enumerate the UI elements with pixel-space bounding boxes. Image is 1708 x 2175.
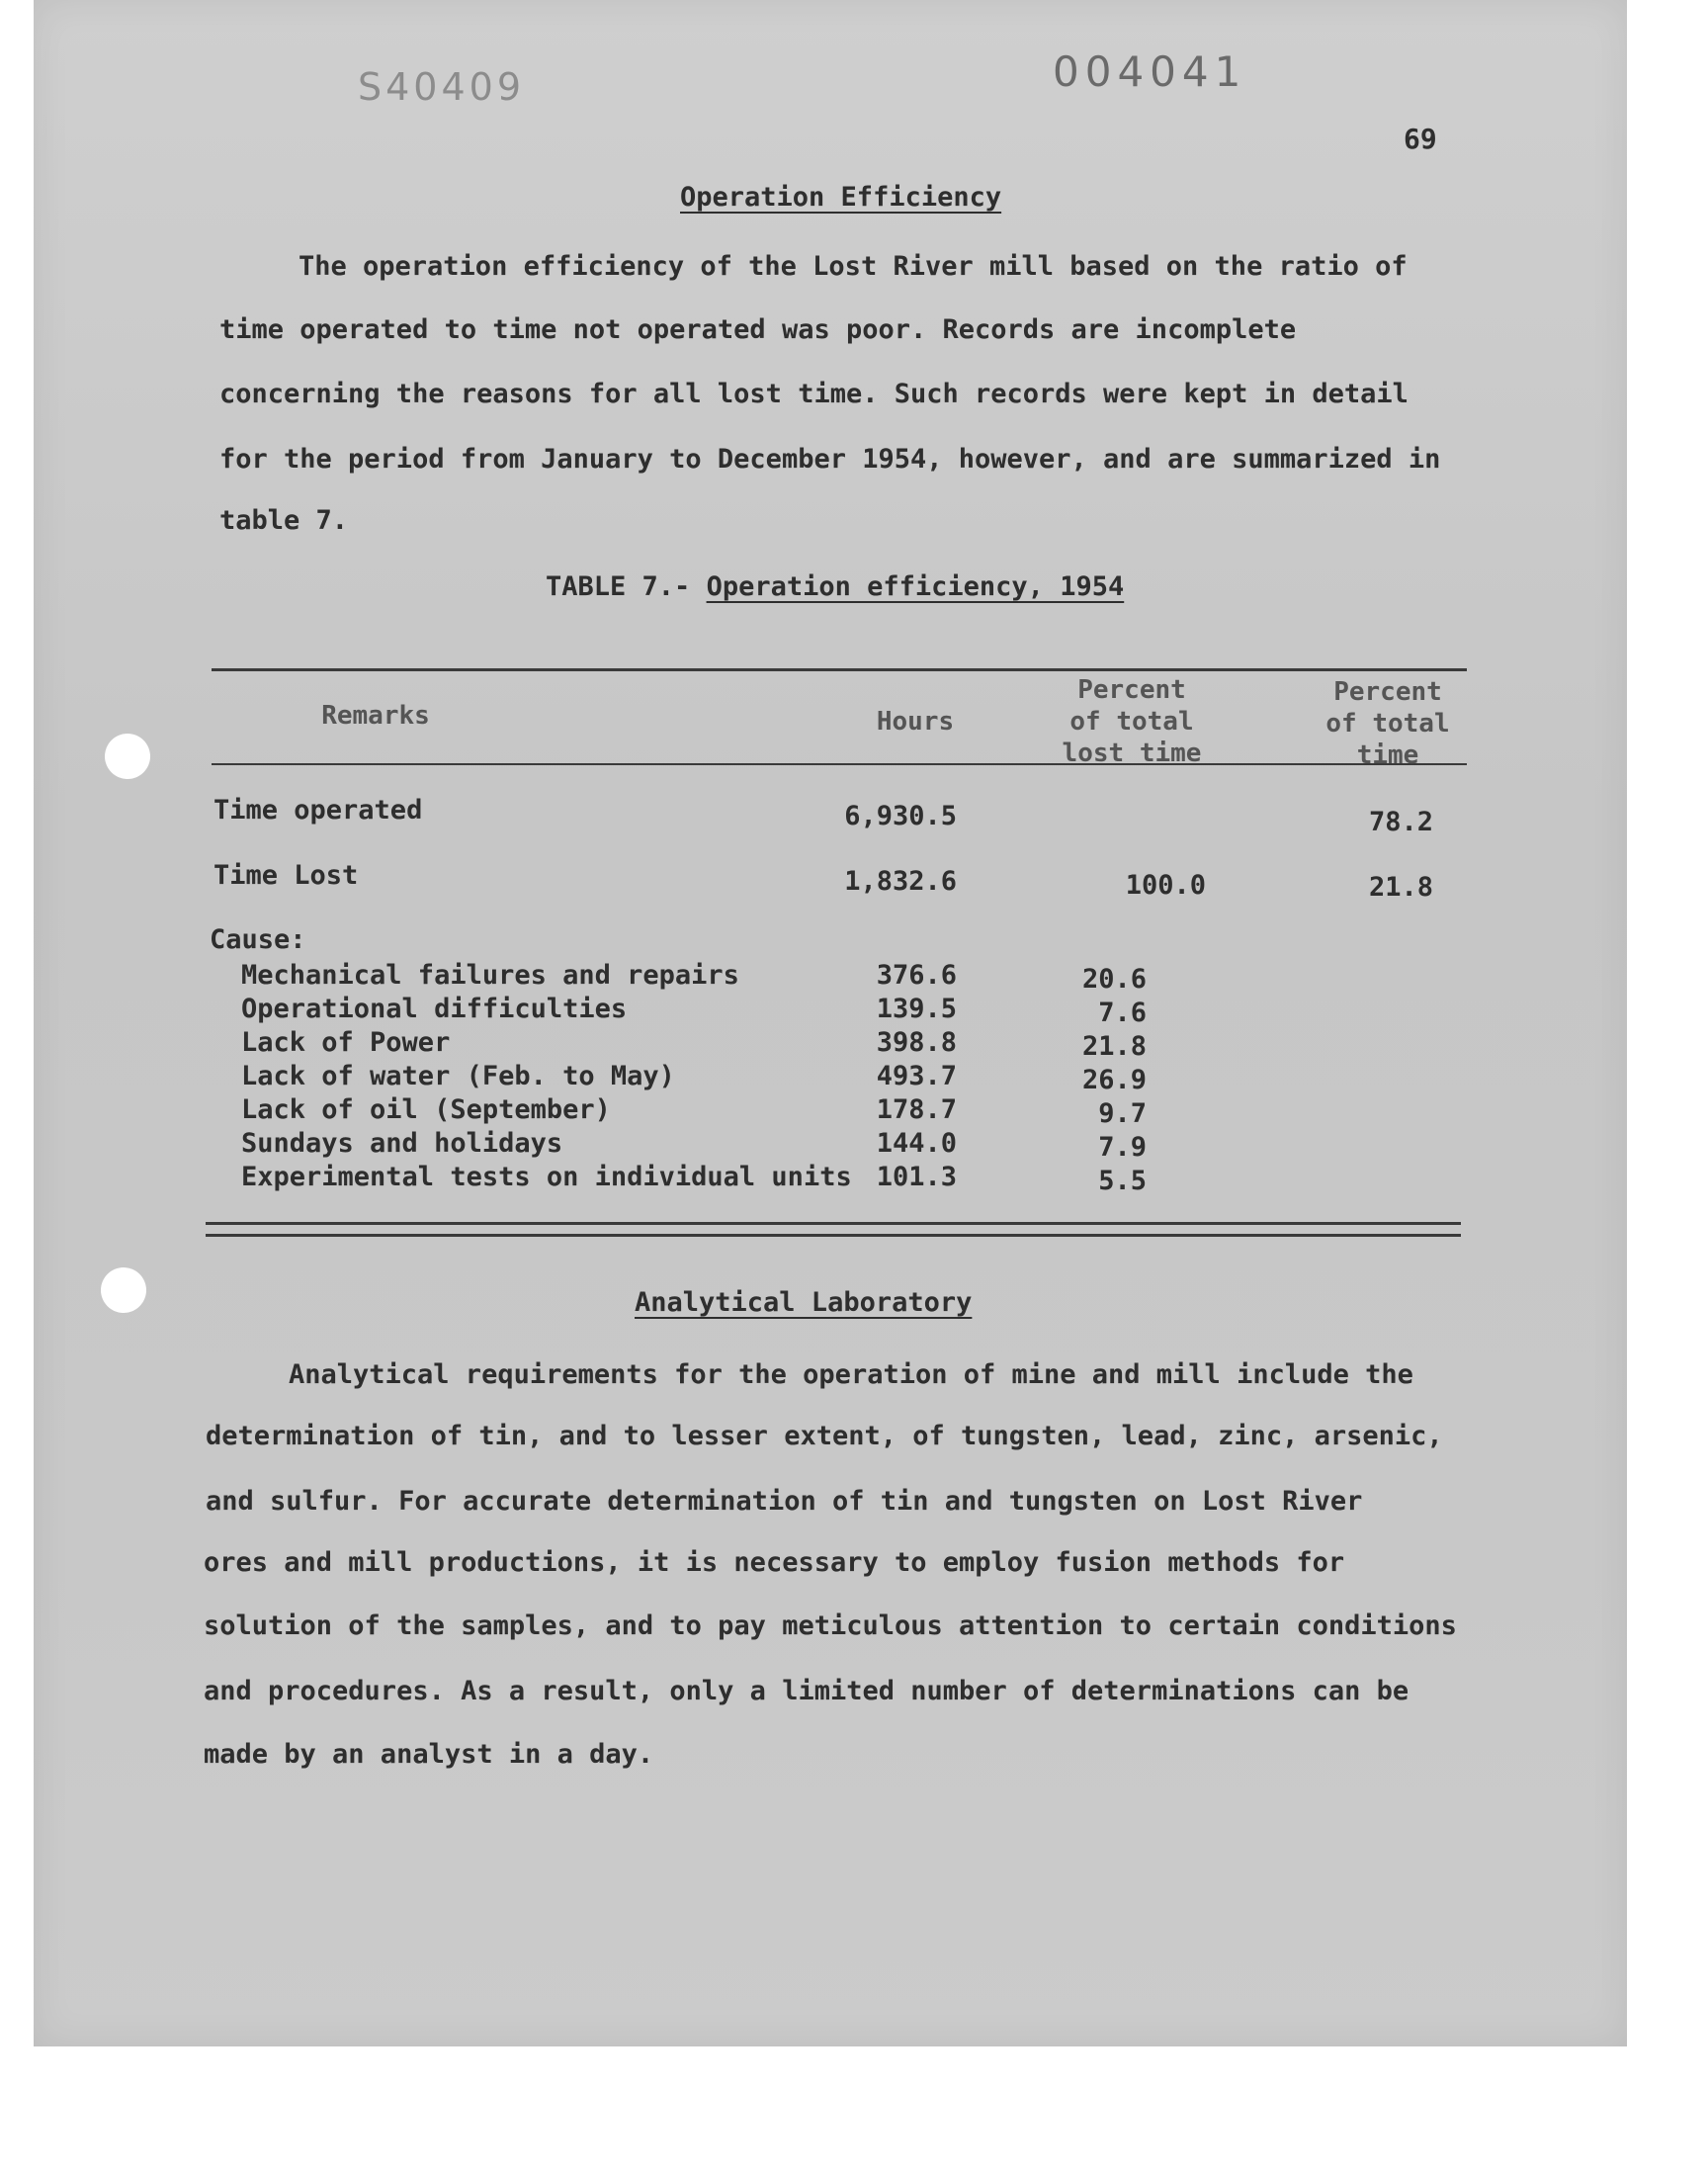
cause-remarks: Mechanical failures and repairs xyxy=(241,960,739,991)
column-header-percent-lost-time: Percent of total lost time xyxy=(1062,675,1202,768)
row-percent-total: 21.8 xyxy=(1368,872,1433,903)
column-header-hours: Hours xyxy=(876,707,955,737)
row-remarks: Time Lost xyxy=(214,860,359,891)
cause-label: Cause: xyxy=(210,924,306,955)
cause-hours: 101.3 xyxy=(876,1162,957,1192)
cause-percent-lost: 5.5 xyxy=(1098,1166,1147,1196)
paragraph-line: The operation efficiency of the Lost River mill based on the ratio of xyxy=(299,251,1408,282)
row-remarks: Time operated xyxy=(214,795,423,826)
cause-remarks: Lack of oil (September) xyxy=(241,1094,611,1125)
table-header-rule xyxy=(212,763,1467,765)
paragraph-line: table 7. xyxy=(219,505,349,536)
cause-hours: 178.7 xyxy=(876,1094,957,1125)
cause-percent-lost: 7.6 xyxy=(1098,998,1147,1028)
stamp-number-right: 004041 xyxy=(1053,47,1247,96)
cause-hours: 493.7 xyxy=(876,1061,957,1091)
paragraph-line: for the period from January to December 1954, however, and are summarized in xyxy=(219,444,1441,475)
paragraph-line: Analytical requirements for the operation of mine and mill include the xyxy=(289,1359,1413,1390)
cause-percent-column xyxy=(1068,963,1147,1198)
column-header-remarks: Remarks xyxy=(321,701,430,731)
cause-hours: 376.6 xyxy=(876,960,957,991)
table-caption: Operation efficiency, 1954 xyxy=(706,571,1125,602)
paragraph-line: solution of the samples, and to pay meticulous attention to certain conditions xyxy=(204,1610,1457,1641)
cause-list xyxy=(241,959,852,1194)
cause-remarks: Operational difficulties xyxy=(241,994,628,1024)
punch-hole xyxy=(105,734,150,779)
table-bottom-rule xyxy=(206,1234,1461,1237)
cause-remarks: Lack of Power xyxy=(241,1027,451,1058)
paragraph-line: determination of tin, and to lesser extent, of tungsten, lead, zinc, arsenic, xyxy=(206,1421,1443,1451)
paragraph-line: concerning the reasons for all lost time. Such records were kept in detail xyxy=(219,379,1409,409)
cause-percent-lost: 20.6 xyxy=(1081,964,1147,995)
page-number: 69 xyxy=(1404,123,1437,155)
section-heading-analytical-laboratory: Analytical Laboratory xyxy=(635,1287,973,1318)
paragraph-line: and sulfur. For accurate determination of tin and tungsten on Lost River xyxy=(206,1486,1363,1517)
stamp-number-left: S40409 xyxy=(358,65,526,109)
cause-remarks: Lack of water (Feb. to May) xyxy=(241,1061,675,1091)
cause-hours: 139.5 xyxy=(876,994,957,1024)
cause-remarks: Sundays and holidays xyxy=(241,1128,563,1159)
row-hours: 6,930.5 xyxy=(844,801,957,831)
section-heading-operation-efficiency: Operation Efficiency xyxy=(680,182,1002,213)
column-header-percent-total-time: Percent of total time xyxy=(1325,677,1450,770)
cause-percent-lost: 9.7 xyxy=(1098,1098,1147,1129)
table-label: TABLE 7.- xyxy=(546,571,691,602)
row-percent-lost: 100.0 xyxy=(1125,870,1206,901)
punch-hole xyxy=(101,1267,146,1313)
table-top-rule xyxy=(212,668,1467,671)
cause-percent-lost: 26.9 xyxy=(1081,1065,1147,1095)
paragraph-line: ores and mill productions, it is necessary to employ fusion methods for xyxy=(204,1547,1345,1578)
row-hours: 1,832.6 xyxy=(844,866,957,897)
cause-hours: 144.0 xyxy=(876,1128,957,1159)
row-percent-total: 78.2 xyxy=(1368,807,1433,837)
cause-hours-column xyxy=(858,959,957,1194)
table-title xyxy=(546,571,1124,602)
paragraph-line: and procedures. As a result, only a limited number of determinations can be xyxy=(204,1676,1409,1706)
cause-remarks: Experimental tests on individual units xyxy=(241,1162,852,1192)
cause-percent-lost: 7.9 xyxy=(1098,1132,1147,1163)
paragraph-line: made by an analyst in a day. xyxy=(204,1739,654,1770)
table-bottom-rule xyxy=(206,1222,1461,1225)
cause-hours: 398.8 xyxy=(876,1027,957,1058)
cause-percent-lost: 21.8 xyxy=(1081,1031,1147,1062)
paragraph-line: time operated to time not operated was poor. Records are incomplete xyxy=(219,314,1297,345)
